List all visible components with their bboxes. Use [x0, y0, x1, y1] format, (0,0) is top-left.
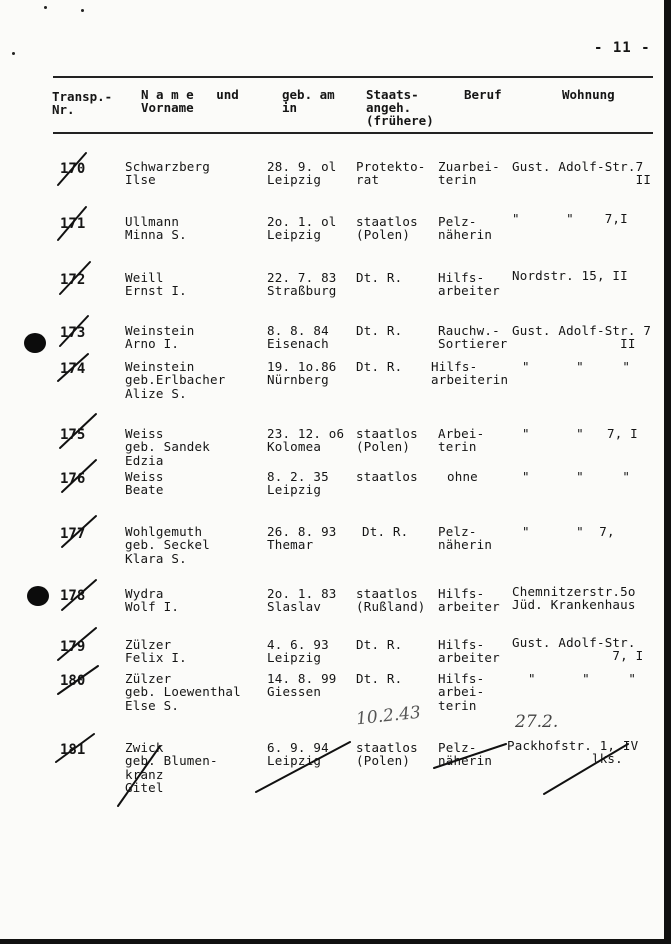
punch-hole-upper: [24, 333, 46, 353]
residence: Gust. Adolf-Str. 7, I: [512, 635, 644, 664]
header-nationality: Staats- angeh. (frühere): [366, 87, 434, 128]
punch-hole-lower: [27, 586, 49, 606]
person-name: Schwarzberg Ilse: [125, 159, 210, 188]
transport-number: 175: [60, 427, 86, 443]
occupation: Zuarbei- terin: [438, 159, 500, 188]
birth-info: 26. 8. 93 Themar: [267, 524, 337, 553]
nationality: staatlos (Rußland): [356, 586, 426, 615]
page-number: - 11 -: [594, 40, 651, 56]
birth-info: 2o. 1. ol Leipzig: [267, 214, 337, 243]
scan-edge-bottom: [0, 939, 671, 944]
occupation: Rauchw.- Sortierer: [438, 323, 508, 352]
header-residence: Wohnung: [562, 87, 615, 102]
birth-info: 14. 8. 99 Giessen: [267, 671, 337, 700]
residence: " " 7,: [522, 524, 615, 539]
person-name: Wydra Wolf I.: [125, 586, 180, 615]
transport-number: 174: [60, 361, 86, 377]
speck: [44, 6, 47, 9]
occupation: Pelz- näherin: [438, 740, 493, 769]
residence: " " ": [528, 671, 637, 686]
transport-number: 178: [60, 588, 86, 604]
birth-info: 28. 9. ol Leipzig: [267, 159, 337, 188]
person-name: Zwick geb. Blumen- kranz Gitel: [125, 740, 218, 796]
nationality: Dt. R.: [356, 637, 403, 652]
residence: Chemnitzerstr.5o Jüd. Krankenhaus: [512, 584, 636, 613]
occupation: ohne: [447, 469, 478, 484]
header-transp-nr: Transp.- Nr.: [52, 89, 113, 117]
header-name: N a m e und Vorname: [141, 87, 239, 115]
header-born: geb. am in: [282, 87, 335, 115]
transport-number: 172: [60, 272, 86, 288]
nationality: Protekto- rat: [356, 159, 426, 188]
occupation: Hilfs- arbeiter: [438, 637, 500, 666]
birth-info: 8. 2. 35 Leipzig: [267, 469, 329, 498]
birth-info: 2o. 1. 83 Slaslav: [267, 586, 337, 615]
occupation: Pelz- näherin: [438, 214, 493, 243]
person-name: Ullmann Minna S.: [125, 214, 187, 243]
person-name: Zülzer geb. Loewenthal Else S.: [125, 671, 241, 713]
person-name: Weinstein Arno I.: [125, 323, 195, 352]
person-name: Weiss geb. Sandek Edzia: [125, 426, 210, 468]
nationality: staatlos (Polen): [356, 214, 418, 243]
transport-number: 173: [60, 325, 86, 341]
residence: " " 7, I: [522, 426, 638, 441]
occupation: Hilfs- arbeiter: [438, 586, 500, 615]
handwritten-date-note: 27.2.: [515, 712, 559, 732]
nationality: Dt. R.: [362, 524, 409, 539]
speck: [81, 9, 84, 12]
header-rule-top: [53, 76, 653, 78]
occupation: Pelz- näherin: [438, 524, 493, 553]
person-name: Wohlgemuth geb. Seckel Klara S.: [125, 524, 210, 566]
transport-number: 177: [60, 526, 86, 542]
birth-info: 8. 8. 84 Eisenach: [267, 323, 329, 352]
residence: " " ": [522, 359, 631, 374]
person-name: Zülzer Felix I.: [125, 637, 187, 666]
nationality: staatlos (Polen): [356, 740, 418, 769]
transport-number: 179: [60, 639, 86, 655]
nationality: Dt. R.: [356, 270, 403, 285]
birth-info: 19. 1o.86 Nürnberg: [267, 359, 337, 388]
residence: Nordstr. 15, II: [512, 268, 628, 283]
speck: [12, 52, 15, 55]
residence: " " ": [522, 469, 631, 484]
transport-number: 176: [60, 471, 86, 487]
occupation: Hilfs- arbeiterin: [431, 359, 509, 388]
birth-info: 22. 7. 83 Straßburg: [267, 270, 337, 299]
birth-info: 4. 6. 93 Leipzig: [267, 637, 329, 666]
person-name: Weinstein geb.Erlbacher Alize S.: [125, 359, 226, 401]
transport-number: 170: [60, 161, 86, 177]
header-occupation: Beruf: [464, 87, 502, 102]
nationality: Dt. R.: [356, 323, 403, 338]
transport-number: 181: [60, 742, 86, 758]
residence: Packhofstr. 1, IV lks.: [507, 738, 639, 767]
nationality: Dt. R.: [356, 359, 403, 374]
birth-info: 6. 9. 94 Leipzig: [267, 740, 329, 769]
transport-number: 171: [60, 216, 86, 232]
nationality: staatlos: [356, 469, 418, 484]
occupation: Arbei- terin: [438, 426, 485, 455]
scan-edge-right: [664, 0, 671, 944]
residence: Gust. Adolf-Str.7 II: [512, 159, 652, 188]
occupation: Hilfs- arbei- terin: [438, 671, 485, 713]
occupation: Hilfs- arbeiter: [438, 270, 500, 299]
handwritten-date-note: 10.2.43: [355, 702, 422, 730]
person-name: Weill Ernst I.: [125, 270, 187, 299]
nationality: Dt. R.: [356, 671, 403, 686]
header-rule-bottom: [53, 132, 653, 134]
transport-number: 180: [60, 673, 86, 689]
residence: " " 7,I: [512, 211, 628, 226]
nationality: staatlos (Polen): [356, 426, 418, 455]
birth-info: 23. 12. o6 Kolomea: [267, 426, 345, 455]
residence: Gust. Adolf-Str. 7 II: [512, 323, 652, 352]
person-name: Weiss Beate: [125, 469, 164, 498]
